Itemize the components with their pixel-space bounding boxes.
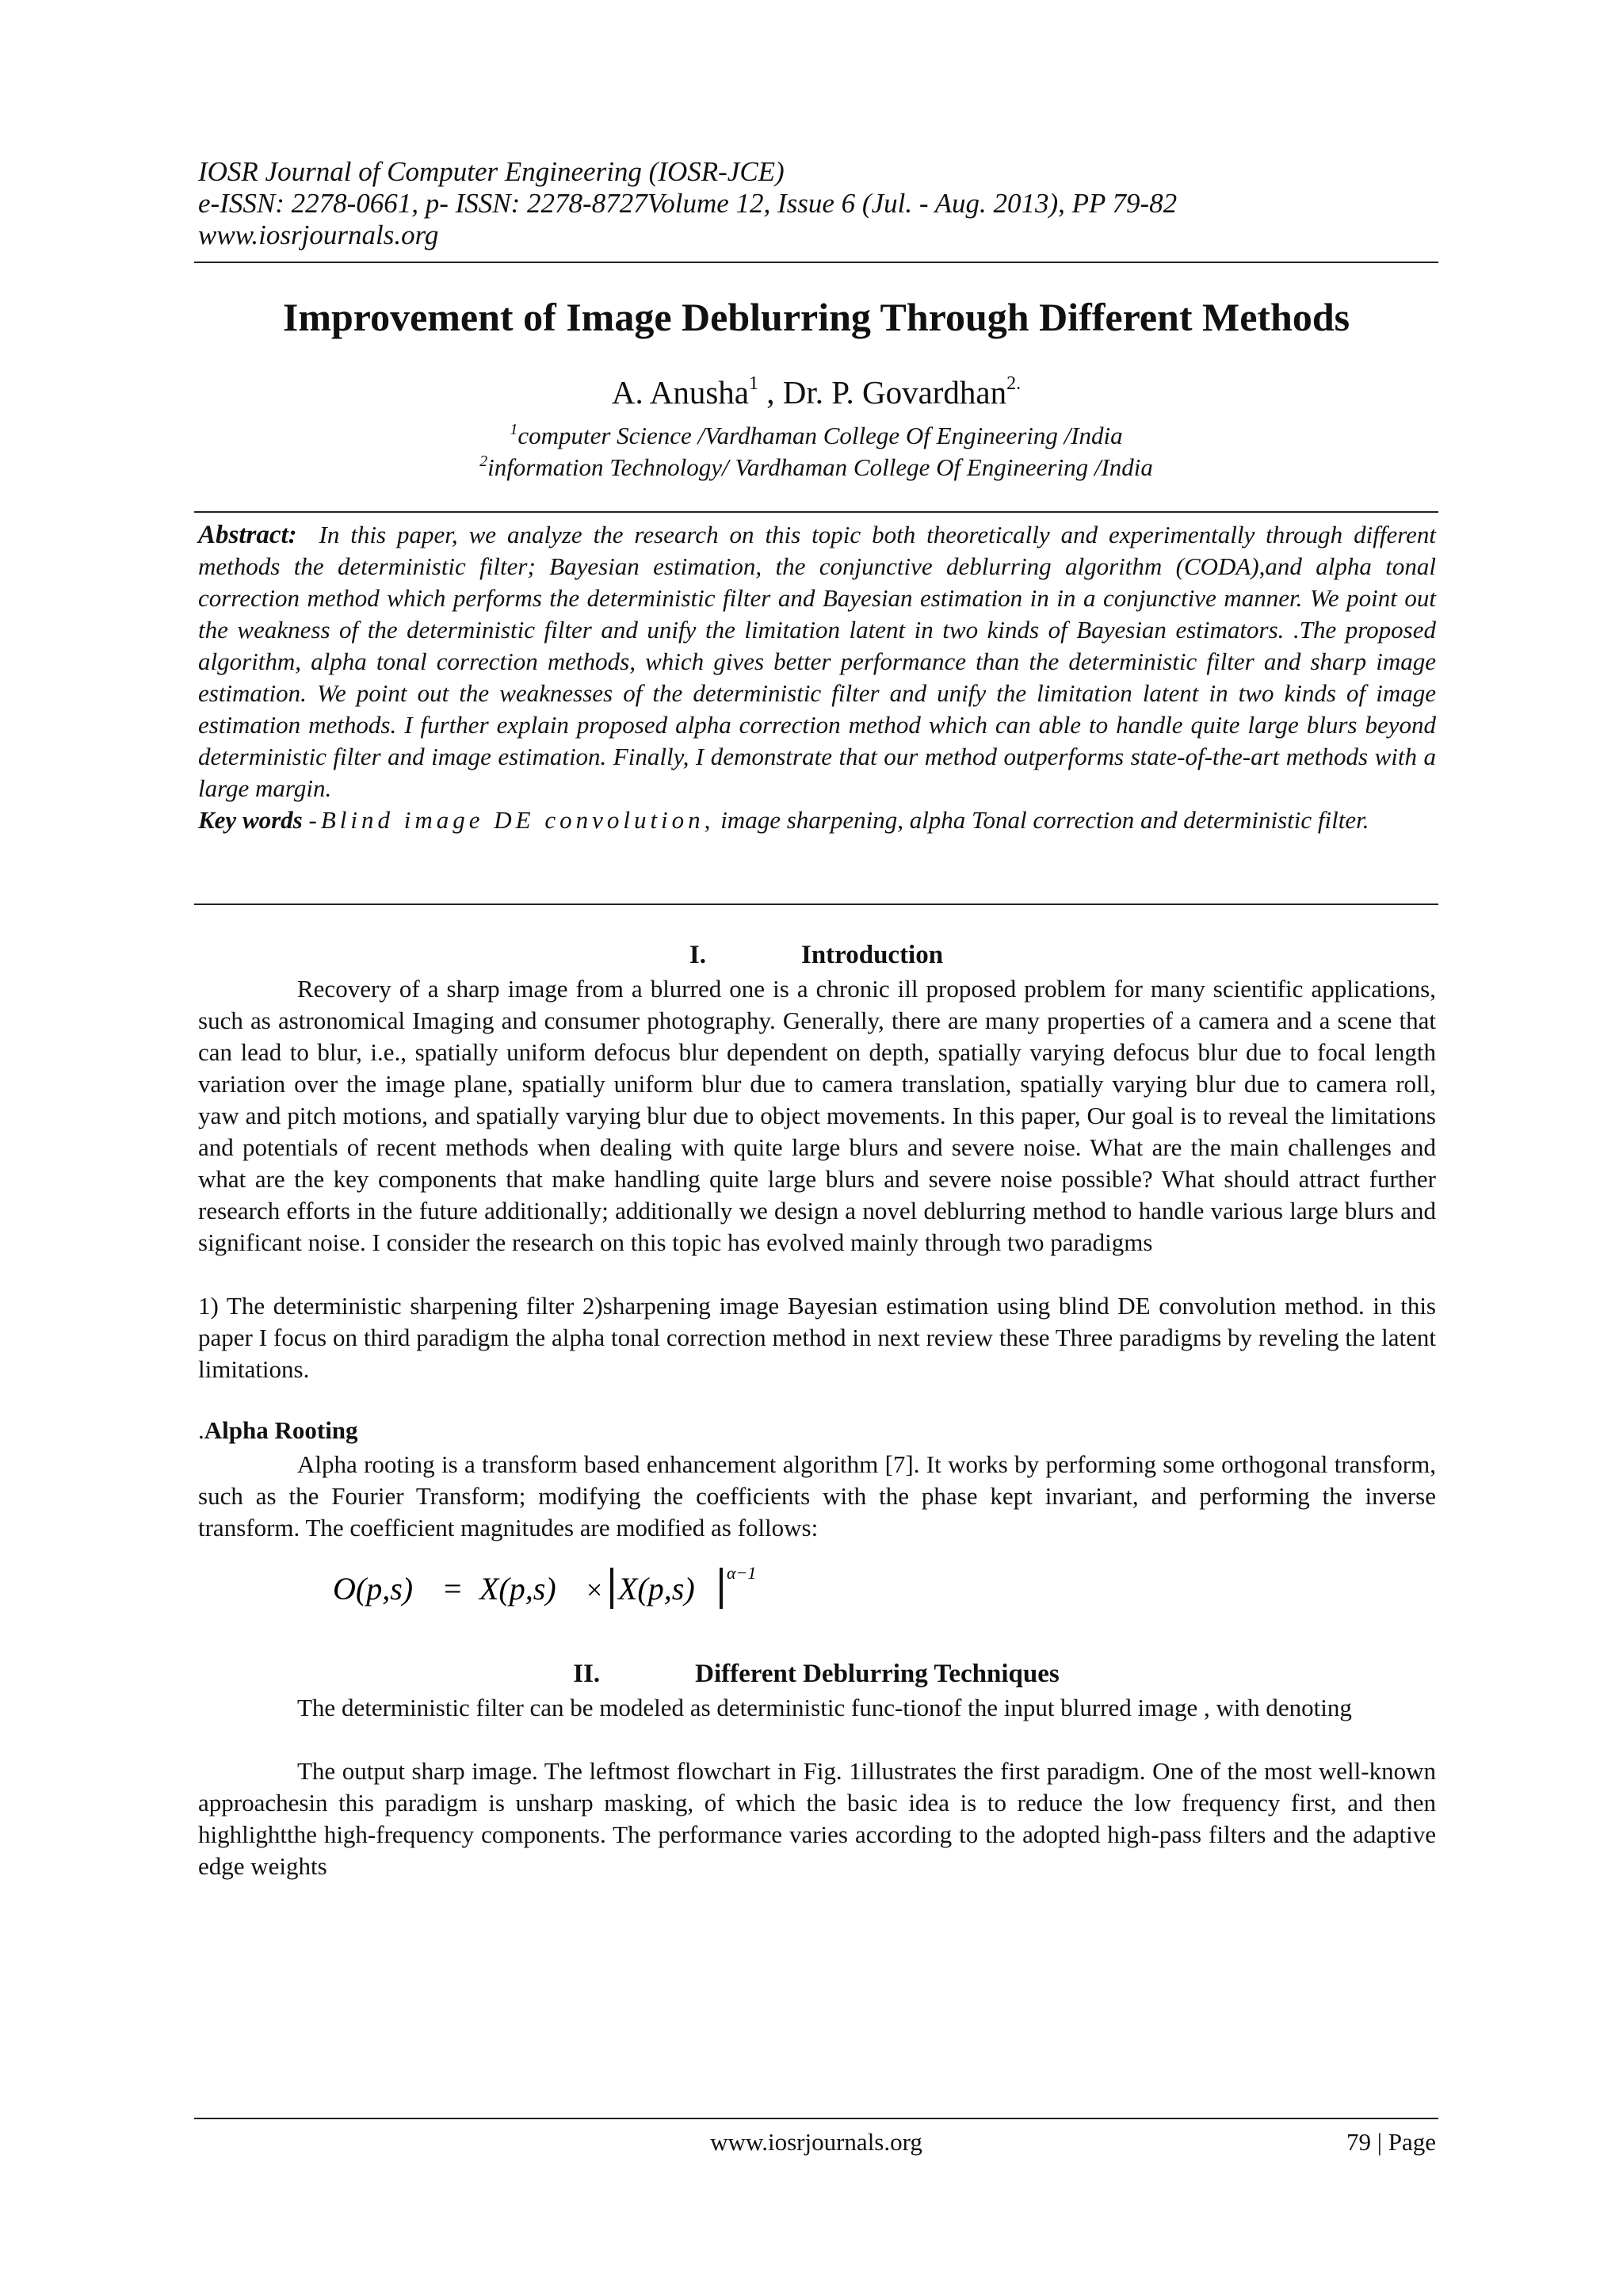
affiliation-1-text: computer Science /Vardhaman College Of Engineering /India: [517, 422, 1123, 449]
section-2-paragraph-1: The deterministic filter can be modeled as deterministic func-tionof the input blurred image , with denoting: [297, 1694, 1352, 1721]
section-2-number: II.: [573, 1660, 601, 1688]
eq-term: X(p,s): [479, 1571, 556, 1606]
affiliation-1-sup: 1: [510, 421, 518, 438]
affiliation-2-sup: 2: [479, 453, 488, 470]
author-2: Dr. P. Govardhan: [782, 374, 1007, 411]
keywords-spaced: -Blind image DE convolution,: [308, 806, 715, 834]
affiliation-2-text: information Technology/ Vardhaman College Of Engineering /India: [487, 453, 1153, 481]
abstract-text: In this paper, we analyze the research on this topic both theoretically and experimentally through different methods the deterministic filter; Bayesian estimation, the conjunctive deblurring algorithm (CODA),and alpha tonal correction method which performs the deterministic filter and Bayesian estimation in in a conjunctive manner. We point out the weakness of the deterministic filter and unify the limitation latent in two kinds of Bayesian estimators. .The proposed algorithm, alpha tonal correction methods, which gives better performance than the deterministic filter and sharp image estimation. We point out the weaknesses of the deterministic filter and unify the limitation latent in two kinds of image estimation methods. I further explain proposed alpha correction method which can able to handle quite large blurs beyond deterministic filter and image estimation. Finally, I demonstrate that our method outperforms state-of-the-art methods with a large margin.: [198, 521, 1437, 802]
abstract-bottom-rule: [194, 904, 1438, 905]
section-2-title: Different Deblurring Techniques: [695, 1660, 1060, 1688]
affiliation-1: [194, 422, 1438, 450]
footer-page-number: 79 | Page: [1346, 2128, 1436, 2156]
author-1-sup: 1: [748, 373, 758, 394]
section-1-number: I.: [689, 941, 706, 969]
author-line: [194, 372, 1438, 412]
abstract: [198, 519, 1436, 836]
eq-exponent: α−1: [727, 1563, 757, 1583]
abstract-top-rule: [194, 511, 1438, 513]
alpha-rooting-paragraph: Alpha rooting is a transform based enhancement algorithm [7]. It works by performing some orthogonal transform, such as the Fourier Transform; modifying the coefficients with the phase kept invariant, and performing the inverse transform. The coefficient magnitudes are modified as follows:: [198, 1450, 1436, 1541]
section-2-heading: [194, 1658, 1438, 1690]
journal-name: IOSR Journal of Computer Engineering (IOSR-JCE): [198, 156, 785, 187]
eq-lhs: O(p,s): [333, 1571, 414, 1606]
footer-rule: [194, 2118, 1438, 2119]
keywords-rest: image sharpening, alpha Tonal correction and deterministic filter.: [714, 806, 1369, 834]
affiliation-2: [194, 453, 1438, 482]
paper-title: Improvement of Image Deblurring Through Different Methods: [282, 295, 1350, 339]
alpha-rooting-title: Alpha Rooting: [204, 1416, 358, 1444]
eq-times: ×: [586, 1574, 603, 1606]
author-1: A. Anusha: [611, 374, 749, 411]
alpha-rooting-prefix: .: [198, 1416, 204, 1444]
alpha-rooting-equation: [333, 1563, 777, 1610]
abstract-label: Abstract:: [198, 521, 297, 549]
header-rule: [194, 262, 1438, 263]
section-2-paragraph-2: The output sharp image. The leftmost flowchart in Fig. 1illustrates the first paradigm. One of the most well-known approachesin this paradigm is unsharp masking, of which the basic idea is to reduce the low frequency first, and then highlightthe high-frequency components. The performance varies according to the adopted high-pass filters and the adaptive edge weights: [198, 1757, 1436, 1880]
author-separator: ,: [758, 374, 783, 411]
eq-abs-term: X(p,s): [618, 1571, 695, 1606]
keywords-label: Key words: [198, 806, 303, 834]
section-1-title: Introduction: [800, 941, 944, 969]
intro-paragraph-2: 1) The deterministic sharpening filter 2)sharpening image Bayesian estimation using blind DE convolution method. in this paper I focus on third paradigm the alpha tonal correction method in next review these Three paradigms by reveling the latent limitations.: [198, 1292, 1436, 1383]
journal-website: www.iosrjournals.org: [198, 220, 439, 250]
eq-equals: =: [444, 1571, 462, 1606]
intro-paragraph-1: Recovery of a sharp image from a blurred one is a chronic ill proposed problem for many scientific applications, such as astronomical Imaging and consumer photography. Generally, there are many properties of a camera and a scene that can lead to blur, i.e., spatially uniform defocus blur dependent on depth, spatially varying defocus blur due to focal length variation over the image plane, spatially uniform blur due to camera translation, spatially varying blur due to camera roll, yaw and pitch motions, and spatially varying blur due to object movements. In this paper, Our goal is to reveal the limitations and potentials of recent methods when dealing with quite large blurs and severe noise. What are the main challenges and what are the key components that make handling quite large blurs and severe noise possible? What should attract further research efforts in the future additionally; additionally we design a novel deblurring method to handle various large blurs and significant noise. I consider the research on this topic has evolved mainly through two paradigms: [198, 975, 1436, 1256]
alpha-rooting-heading: [198, 1415, 358, 1446]
section-1-heading: [194, 939, 1438, 971]
author-2-sup: 2.: [1006, 373, 1022, 394]
footer-website: www.iosrjournals.org: [710, 2128, 922, 2156]
journal-issn: e-ISSN: 2278-0661, p- ISSN: 2278-8727Volume 12, Issue 6 (Jul. - Aug. 2013), PP 79-82: [198, 188, 1178, 219]
